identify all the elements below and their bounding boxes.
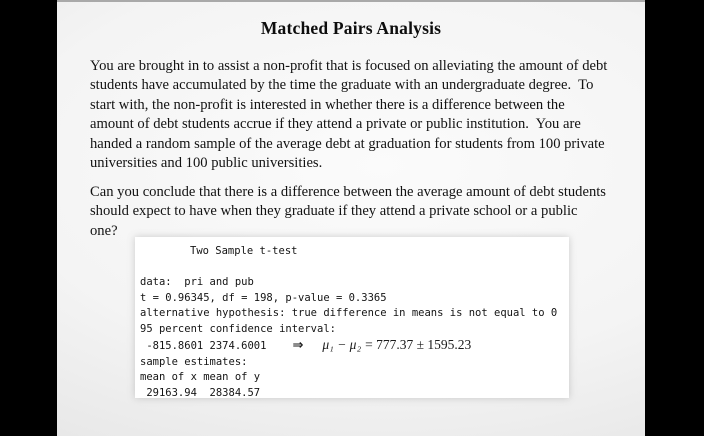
text-line: Can you conclude that there is a difference between the average amount of debt students [90,184,606,200]
r-test-title: Two Sample t-test [190,245,298,257]
r-estimates-labels: mean of x mean of y [140,371,261,383]
page-title: Matched Pairs Analysis [260,18,442,38]
paragraph-question [90,183,630,241]
text-line: should expect to have when they graduate if they attend a private school or a public [90,203,578,220]
text-line: You are brought in to assist a non-profit that is focused on alleviating the amount of debt [90,58,608,74]
r-data-line: data: pri and pub [140,276,254,288]
r-estimates-values: 29163.94 28384.57 [140,386,261,399]
text-line: students have accumulated by the time the graduate with an undergraduate degree. To [90,77,594,94]
r-ci-row [140,337,565,355]
implies-arrow-icon: ⇒ [292,338,304,353]
slide-top-edge [57,0,645,2]
letterbox-right [645,0,704,436]
r-stats-line: t = 0.96345, df = 198, p-value = 0.3365 [140,291,387,304]
letterbox-left [0,0,57,436]
r-estimates-header: sample estimates: [140,355,248,368]
r-ci-values: -815.8601 2374.6001 [140,340,267,352]
text-line: universities and 100 public universities. [90,155,323,172]
text-line: handed a random sample of the average debt at graduation for students from 100 private [90,135,605,152]
slide [57,0,645,436]
r-output-box [135,237,569,398]
text-line: amount of debt students accrue if they attend a private or public institution. You are [90,116,581,133]
r-blank-line [140,260,565,276]
r-hypothesis-line: alternative hypothesis: true difference in means is not equal to 0 [140,307,558,319]
r-ci-header: 95 percent confidence interval: [140,322,336,335]
text-line: one? [90,222,118,239]
annotation-mu-expression: μ₁ − μ₂ [322,337,362,352]
annotation-value-expression: = 777.37 ± 1595.23 [365,337,472,352]
text-line: start with, the non-profit is interested in whether there is a difference between the [90,96,565,113]
paragraph-intro [90,57,630,173]
